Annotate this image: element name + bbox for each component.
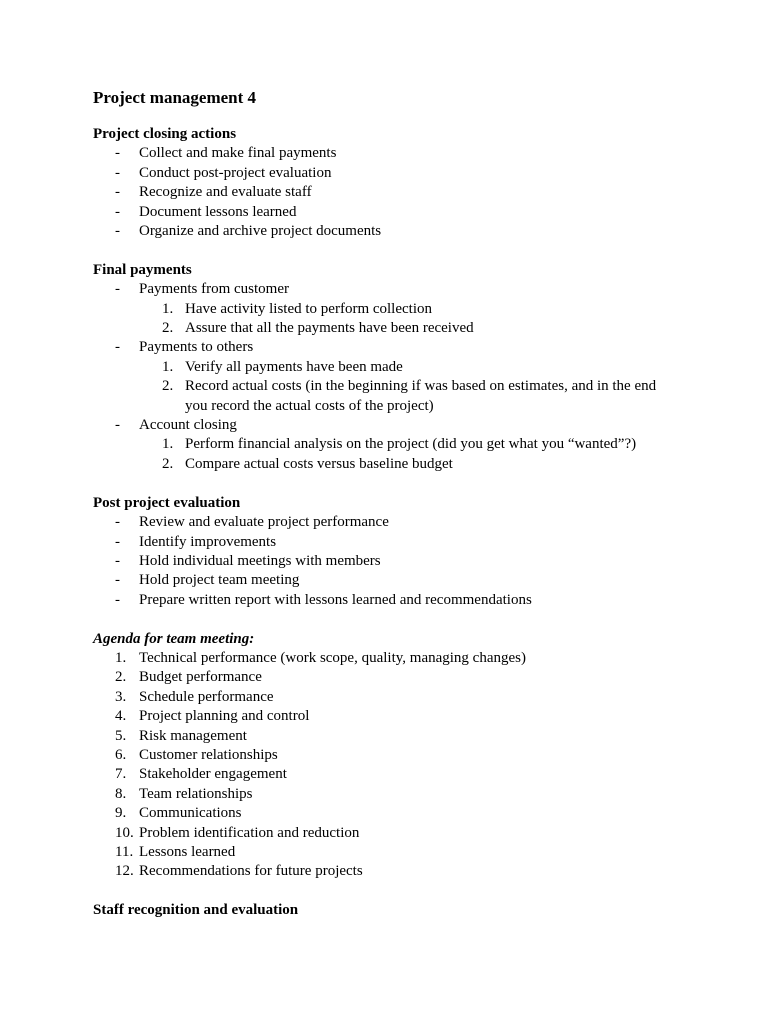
section-heading-closing-actions: Project closing actions <box>93 126 237 142</box>
list-item <box>93 222 693 241</box>
numbered-list-item-text: Stakeholder engagement <box>139 766 287 783</box>
dash-bullet: - <box>115 339 120 356</box>
numbered-list-item <box>93 688 693 707</box>
dash-bullet: - <box>115 145 120 162</box>
list-item <box>93 203 693 222</box>
numbered-list-item-text: Schedule performance <box>139 688 274 705</box>
number-marker: 1. <box>162 300 174 317</box>
numbered-list-item-text: Team relationships <box>139 785 253 802</box>
numbered-list-item <box>93 746 693 765</box>
page-title: Project management 4 <box>93 88 257 107</box>
numbered-list-item-text: Project planning and control <box>139 708 310 725</box>
dash-bullet: - <box>115 552 120 569</box>
sub-list-item-text: Compare actual costs versus baseline budget <box>185 455 453 472</box>
section-spacer <box>93 610 693 629</box>
numbered-list-item <box>93 727 693 746</box>
number-marker: 4. <box>115 708 127 725</box>
list-item-group-label <box>93 416 693 435</box>
list-item-text: Prepare written report with lessons learned and recommendations <box>139 591 532 608</box>
section-spacer <box>93 882 693 901</box>
sub-list-item-text: Have activity listed to perform collection <box>185 300 433 317</box>
number-marker: 5. <box>115 727 127 744</box>
number-marker: 1. <box>115 649 127 666</box>
numbered-list-item-text: Communications <box>139 805 242 822</box>
number-marker: 2. <box>162 378 174 395</box>
list-item-text: Payments to others <box>139 339 254 356</box>
section-spacer <box>93 241 693 260</box>
number-marker: 2. <box>115 669 127 686</box>
list-item-text: Payments from customer <box>139 281 289 298</box>
sub-list-item-continuation <box>93 397 693 416</box>
number-marker: 9. <box>115 805 127 822</box>
dash-bullet: - <box>115 533 120 550</box>
number-marker: 1. <box>162 358 174 375</box>
numbered-list-item <box>93 707 693 726</box>
dash-bullet: - <box>115 223 120 240</box>
list-item-text: Account closing <box>139 417 237 434</box>
number-marker: 2. <box>162 455 174 472</box>
numbered-list-item-text: Problem identification and reduction <box>139 824 360 841</box>
dash-bullet: - <box>115 514 120 531</box>
numbered-list-item-text: Risk management <box>139 727 247 744</box>
number-marker: 10. <box>115 824 134 841</box>
sub-list-item-text: Record actual costs (in the beginning if was based on estimates, and in the end <box>185 378 657 395</box>
number-marker: 11. <box>115 843 134 860</box>
number-marker: 12. <box>115 863 134 880</box>
sub-list-item-text: Assure that all the payments have been received <box>185 320 474 337</box>
dash-bullet: - <box>115 591 120 608</box>
number-marker: 2. <box>162 320 174 337</box>
numbered-list-item-text: Lessons learned <box>139 843 236 860</box>
section-spacer <box>93 474 693 493</box>
dash-bullet: - <box>115 572 120 589</box>
dash-bullet: - <box>115 417 120 434</box>
numbered-list-item-text: Budget performance <box>139 669 262 686</box>
list-item-text: Conduct post-project evaluation <box>139 164 332 181</box>
list-item-text: Organize and archive project documents <box>139 223 382 240</box>
list-item-text: Document lessons learned <box>139 203 297 220</box>
number-marker: 8. <box>115 785 127 802</box>
numbered-list-item <box>93 765 693 784</box>
list-item <box>93 591 693 610</box>
list-item-text: Review and evaluate project performance <box>139 514 389 531</box>
sub-list-item-text: Perform financial analysis on the project (did you get what you “wanted”?) <box>185 436 637 453</box>
number-marker: 1. <box>162 436 174 453</box>
list-item <box>93 533 693 552</box>
numbered-list-item-text: Technical performance (work scope, quality, managing changes) <box>139 649 526 666</box>
list-item <box>93 513 693 532</box>
list-item <box>93 552 693 571</box>
dash-bullet: - <box>115 281 120 298</box>
numbered-list-item-text: Customer relationships <box>139 746 278 763</box>
list-item-text: Collect and make final payments <box>139 145 337 162</box>
numbered-list-item <box>93 824 693 843</box>
section-heading-staff-recognition: Staff recognition and evaluation <box>93 902 299 919</box>
numbered-list-item <box>93 843 693 862</box>
list-item-text: Recognize and evaluate staff <box>139 184 312 201</box>
list-item <box>93 144 693 163</box>
sub-list-item <box>93 455 693 474</box>
document-page <box>93 86 693 921</box>
list-item-group-label <box>93 280 693 299</box>
list-item-text: Identify improvements <box>139 533 277 550</box>
numbered-list-item-text: Recommendations for future projects <box>139 863 363 880</box>
sub-list-item <box>93 319 693 338</box>
sub-list-item-text: Verify all payments have been made <box>185 358 403 375</box>
list-item-text: Hold project team meeting <box>139 572 300 589</box>
dash-bullet: - <box>115 203 120 220</box>
list-item-text: Hold individual meetings with members <box>139 552 381 569</box>
numbered-list-item <box>93 785 693 804</box>
numbered-list-item <box>93 668 693 687</box>
dash-bullet: - <box>115 184 120 201</box>
sub-list-item <box>93 435 693 454</box>
sub-list-item <box>93 377 693 396</box>
section-heading-final-payments: Final payments <box>93 261 192 278</box>
list-item <box>93 183 693 202</box>
numbered-list-item <box>93 862 693 881</box>
list-item <box>93 164 693 183</box>
sub-list-item-text: you record the actual costs of the project) <box>185 397 434 414</box>
numbered-list-item <box>93 804 693 823</box>
dash-bullet: - <box>115 164 120 181</box>
list-item <box>93 571 693 590</box>
sub-list-item <box>93 358 693 377</box>
list-item-group-label <box>93 338 693 357</box>
number-marker: 7. <box>115 766 127 783</box>
number-marker: 3. <box>115 688 127 705</box>
section-heading-post-project-evaluation: Post project evaluation <box>93 494 241 511</box>
number-marker: 6. <box>115 746 127 763</box>
section-heading-agenda: Agenda for team meeting: <box>93 630 255 647</box>
sub-list-item <box>93 300 693 319</box>
numbered-list-item <box>93 649 693 668</box>
